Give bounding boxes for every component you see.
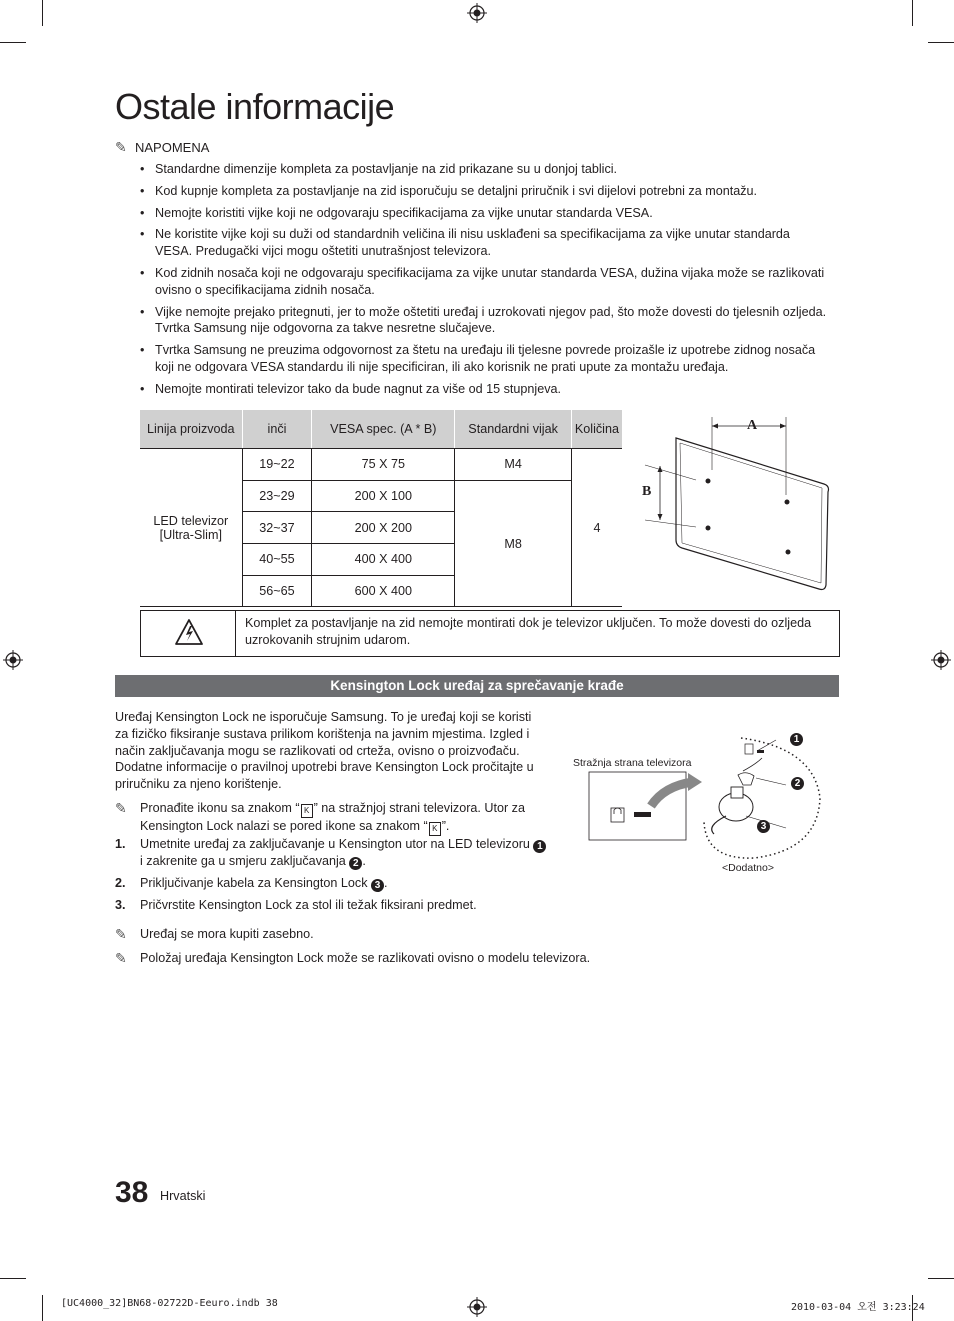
- note-text: Položaj uređaja Kensington Lock može se razlikovati ovisno o modelu televizora.: [140, 951, 591, 965]
- step-text: i zakrenite ga u smjeru zaključavanja: [140, 854, 350, 868]
- step-text: .: [384, 876, 388, 890]
- callout-number-1: 1: [533, 840, 546, 853]
- note-item: • Ne koristite vijke koji su duži od standardnih veličina ili nisu usklađeni sa specifikacijama za vijke unutar standarda VESA. Predugački vijci mogu oštetiti unutrašnjost televizora.: [140, 226, 830, 260]
- note-pencil-icon: ✎: [115, 950, 127, 966]
- crop-mark: [912, 0, 913, 26]
- vesa-cell: 200 X 100: [312, 480, 455, 512]
- section-header: Kensington Lock uređaj za sprečavanje krađe: [115, 675, 839, 697]
- page-number: 38: [115, 1176, 149, 1209]
- note-item: • Kod kupnje kompleta za postavljanje na zid isporučuju se detaljni priručnik i svi dijelovi potrebni za montažu.: [140, 183, 830, 200]
- find-icon-note: [115, 800, 545, 836]
- inch-cell: 19~22: [242, 449, 312, 481]
- note-pencil-icon: ✎: [115, 800, 127, 816]
- inch-cell: 40~55: [242, 544, 312, 576]
- callout-number-3: 3: [371, 879, 384, 892]
- note-item: • Vijke nemojte prejako pritegnuti, jer to može oštetiti uređaj i uzrokovati njegov pad, što može dovesti do tjelesnih ozljeda. Tvrtka Samsung nije odgovorna za takve nesretne slučajeve.: [140, 304, 830, 338]
- warning-icon-cell: [141, 611, 236, 656]
- crop-mark: [0, 42, 26, 43]
- vesa-cell: 400 X 400: [312, 544, 455, 576]
- crop-mark: [42, 0, 43, 26]
- note-text: Uređaj se mora kupiti zasebno.: [140, 927, 314, 941]
- step-text: Pričvrstite Kensington Lock za stol ili težak fiksirani predmet.: [140, 898, 477, 912]
- callout-number-3: 3: [757, 820, 770, 833]
- crop-mark: [928, 1278, 954, 1279]
- notes-list: [140, 161, 830, 403]
- product-line-cell: LED televizor [Ultra-Slim]: [140, 449, 242, 607]
- vesa-cell: 75 X 75: [312, 449, 455, 481]
- bottom-note: [115, 926, 715, 943]
- note-text: ”.: [441, 819, 450, 833]
- print-footer-left: [UC4000_32]BN68-02722D-Eeuro.indb 38: [61, 1298, 278, 1309]
- note-text: ” na stražnjoj strani televizora. Utor za Kensington Lock nalazi se pored ikone sa znakom “: [140, 801, 525, 833]
- kensington-paragraph: Uređaj Kensington Lock ne isporučuje Samsung. To je uređaj koji se koristi za fizičko fiksiranje sustava prilikom korištenja na javnim mjestima. Izgled i način zaključavanja mogu se razlikovati od crteža, ovisno o proizvođaču. Dodatne informacije o pravilnoj upotrebi brave Kensington Lock pročitajte u priručniku za njeno korištenje.: [115, 710, 534, 792]
- lock-figure-caption-bottom: <Dodatno>: [722, 862, 774, 874]
- table-row: [140, 449, 622, 481]
- step-text: Umetnite uređaj za zaključavanje u Kensington utor na LED televizoru: [140, 837, 534, 851]
- note-pencil-icon: ✎: [115, 139, 127, 155]
- warning-box: [140, 610, 840, 657]
- registration-mark-icon: [931, 650, 951, 670]
- dimension-label-a: A: [747, 418, 758, 433]
- registration-mark-icon: [467, 3, 487, 23]
- kensington-icon: K: [301, 804, 313, 818]
- page-language: Hrvatski: [160, 1189, 206, 1203]
- note-pencil-icon: ✎: [115, 926, 127, 942]
- table-header: Linija proizvoda: [140, 410, 242, 449]
- table-header: Standardni vijak: [455, 410, 572, 449]
- note-heading-label: NAPOMENA: [135, 140, 210, 155]
- warning-text: Komplet za postavljanje na zid nemojte montirati dok je televizor uključen. To može dovesti do ozljeda uzrokovanih strujnim udarom.: [245, 616, 812, 647]
- table-header: inči: [242, 410, 312, 449]
- step-number: 3.: [115, 898, 126, 912]
- note-item: • Nemojte montirati televizor tako da bude nagnut za više od 15 stupnjeva.: [140, 381, 830, 398]
- vesa-table: [140, 410, 622, 607]
- screw-cell: M4: [455, 449, 572, 481]
- vesa-cell: 600 X 400: [312, 575, 455, 607]
- note-heading: [115, 139, 209, 156]
- kensington-icon: K: [429, 822, 441, 836]
- inch-cell: 56~65: [242, 575, 312, 607]
- callout-number-2: 2: [349, 857, 362, 870]
- dimension-label-b: B: [642, 484, 652, 499]
- step-number: 2.: [115, 876, 126, 890]
- registration-mark-icon: [467, 1297, 487, 1317]
- note-text: Pronađite ikonu sa znakom “: [140, 801, 300, 815]
- step-text: .: [362, 854, 366, 868]
- lock-figure-caption-top: Stražnja strana televizora: [573, 757, 692, 769]
- inch-cell: 23~29: [242, 480, 312, 512]
- page-title: Ostale informacije: [115, 86, 395, 127]
- inch-cell: 32~37: [242, 512, 312, 544]
- table-header: Količina: [571, 410, 622, 449]
- bottom-note: [115, 950, 715, 967]
- callout-number-1: 1: [790, 733, 803, 746]
- screw-cell: M8: [455, 480, 572, 607]
- table-header: VESA spec. (A * B): [312, 410, 455, 449]
- crop-mark: [0, 1278, 26, 1279]
- crop-mark: [42, 1295, 43, 1321]
- print-footer-right: 2010-03-04 오전 3:23:24: [791, 1302, 925, 1313]
- vesa-diagram: [636, 410, 836, 595]
- note-item: • Kod zidnih nosača koji ne odgovaraju specifikacijama za vijke unutar standarda VESA, dužina vijaka može se razlikovati ovisno o specifikacijama zidnih nosača.: [140, 265, 830, 299]
- note-item: • Nemojte koristiti vijke koji ne odgovaraju specifikacijama za vijke unutar standarda VESA.: [140, 205, 830, 222]
- note-item: • Tvrtka Samsung ne preuzima odgovornost za štetu na uređaju ili tjelesne povrede proizašle iz upotrebe zidnog nosača koji ne odgovara VESA standardu ili nije specificiran, ili ako korisnik ne prati upute za montažu uređaja.: [140, 342, 830, 376]
- note-item: • Standardne dimenzije kompleta za postavljanje na zid prikazane su u donjoj tablici.: [140, 161, 830, 178]
- quantity-cell: 4: [571, 449, 622, 607]
- step-number: 1.: [115, 837, 126, 851]
- vesa-cell: 200 X 200: [312, 512, 455, 544]
- crop-mark: [928, 42, 954, 43]
- table-header-row: [140, 410, 622, 449]
- kensington-lock-figure: [586, 730, 836, 865]
- step-text: Priključivanje kabela za Kensington Lock: [140, 876, 372, 890]
- registration-mark-icon: [3, 650, 23, 670]
- electric-shock-warning-icon: [174, 618, 204, 646]
- callout-number-2: 2: [791, 777, 804, 790]
